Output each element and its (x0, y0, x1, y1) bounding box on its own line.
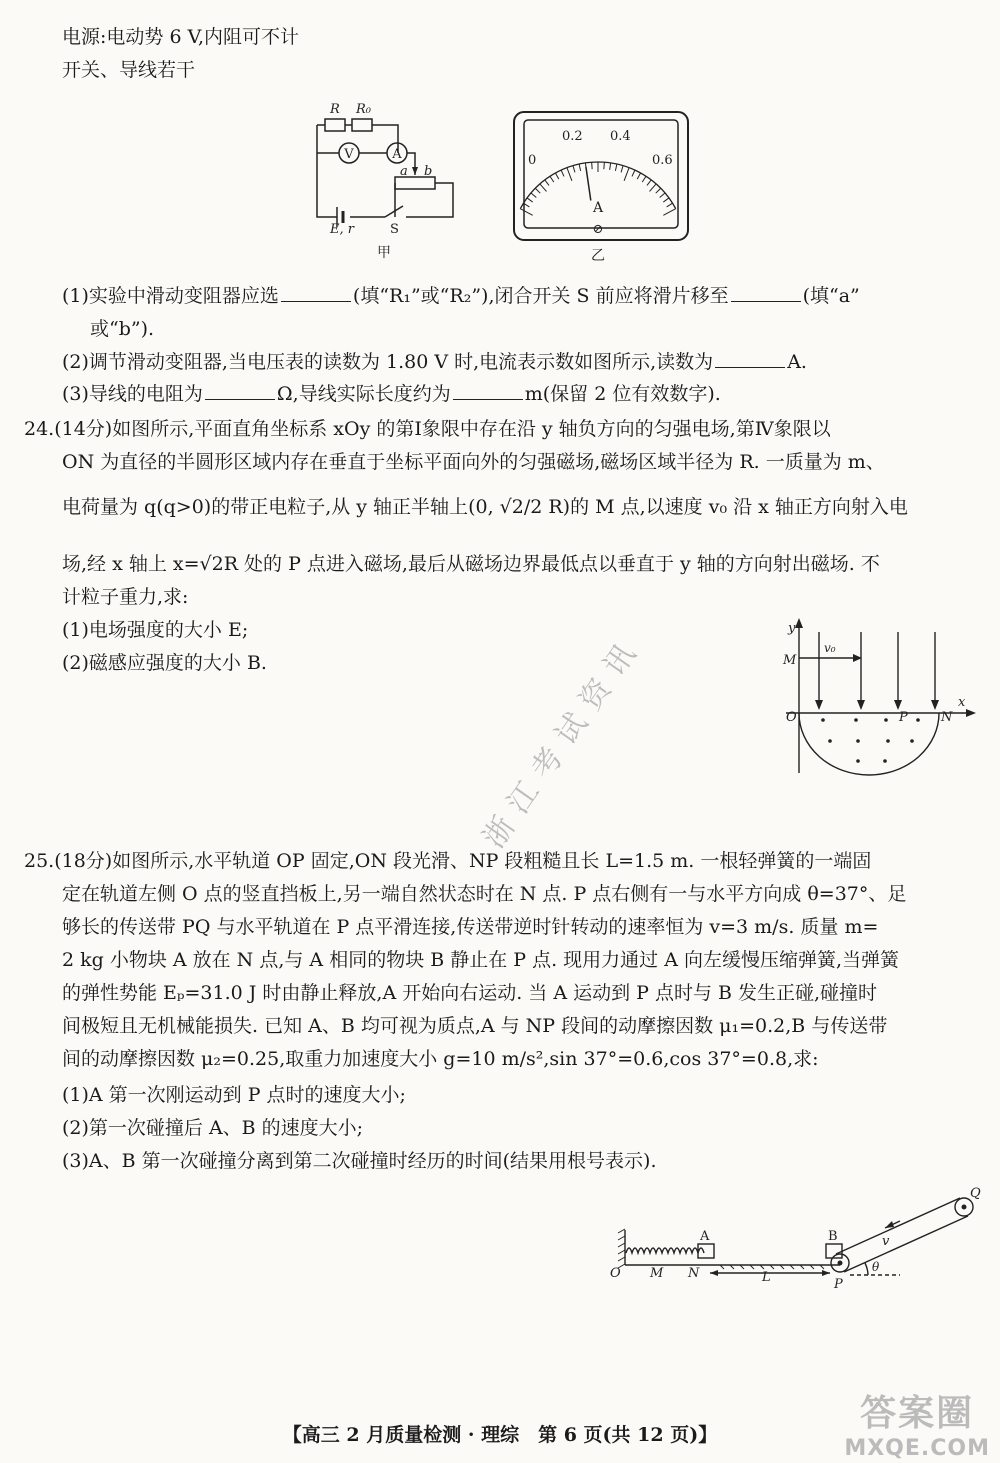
circuit-diagram (300, 95, 470, 260)
dial-tick (592, 162, 593, 169)
origin-label: O (786, 710, 797, 725)
q24-part1: (1)电场强度的大小 E; (62, 619, 249, 641)
terminal-b-label: b (424, 164, 433, 179)
answer-blank[interactable] (205, 381, 275, 400)
q25-line7: 间的动摩擦因数 μ₂=0.25,取重力加速度大小 g=10 m/s²,sin 37°=0.6,cos 37°=0.8,求: (62, 1048, 819, 1070)
resistor-r-label: R (330, 102, 340, 117)
switch-line: 开关、导线若干 (62, 59, 196, 81)
q24-line2: ON 为直径的半圆形区域内存在垂直于坐标平面向外的匀强磁场,磁场区域半径为 R. 一质量为 m、 (62, 451, 885, 473)
point-q-label: Q (970, 1186, 981, 1201)
dial-tick (550, 176, 554, 182)
point-m-label: M (783, 653, 797, 668)
dial-tick (660, 193, 665, 198)
dial-tick (567, 168, 572, 181)
block-b-label: B (828, 1229, 838, 1244)
q24-part2: (2)磁感应强度的大小 B. (62, 652, 267, 674)
voltmeter-label: V (344, 147, 354, 162)
point-p-label: P (899, 710, 908, 725)
dial-tick (561, 170, 564, 176)
dial-tick (624, 168, 629, 181)
answer-blank[interactable] (453, 381, 523, 400)
length-l-label: L (762, 1270, 771, 1285)
dial-tick (656, 188, 661, 193)
ammeter-label: A (392, 147, 402, 162)
dial-tick (535, 188, 540, 193)
figure-yi-caption: 乙 (591, 248, 605, 264)
point-m-coordinate: (0, √2/2 R) (468, 496, 571, 518)
point-m-label: M (650, 1266, 664, 1281)
dial-tick (663, 209, 675, 216)
tick-label-0.6: 0.6 (652, 153, 673, 168)
point-o-label: O (610, 1266, 621, 1281)
point-n-label: N (941, 710, 953, 725)
q25-line4: 2 kg 小物块 A 放在 N 点,与 A 相同的物块 B 静止在 P 点. 现用力通过 A 向左缓慢压缩弹簧,当弹簧 (62, 949, 900, 971)
dial-tick (632, 170, 635, 176)
page-footer: 【高三 2 月质量检测 · 理综 第 6 页(共 12 页)】 (282, 1424, 718, 1446)
terminal-a-label: a (400, 164, 408, 179)
dial-tick (531, 193, 536, 198)
ammeter-dial (512, 110, 692, 265)
q25-line6: 间极短且无机械能损失. 已知 A、B 均可视为质点,A 与 NP 段间的动摩擦因数 μ₁=0.2,B 与传送带 (62, 1015, 888, 1037)
q23-part2: (2)调节滑动变阻器,当电压表的读数为 1.80 V 时,电流表示数如图所示,读数为 A. (62, 351, 807, 373)
q24-line5: 计粒子重力,求: (62, 586, 189, 608)
dial-tick (615, 164, 617, 171)
q25-part3: (3)A、B 第一次碰撞分离到第二次碰撞时经历的时间(结果用根号表示). (62, 1150, 657, 1172)
q24-line3: 电荷量为 q(q>0)的带正电粒子,从 y 轴正半轴上(0, √2/2 R)的 M 点,以速度 v₀ 沿 x 轴正方向射入电 (62, 496, 908, 518)
q25-line1: 25.(18分)如图所示,水平轨道 OP 固定,ON 段光滑、NP 段粗糙且长 L=1.5 m. 一根轻弹簧的一端固 (24, 850, 872, 872)
dial-tick (642, 176, 646, 182)
track-conveyor-diagram (600, 1165, 990, 1295)
dial-tick (663, 198, 669, 202)
q23-part3: (3)导线的电阻为 Ω,导线实际长度约为 m(保留 2 位有效数字). (62, 383, 721, 405)
belt-speed-label: v (882, 1234, 890, 1249)
q24-line4: 场,经 x 轴上 x=√2R 处的 P 点进入磁场,最后从磁场边界最低点以垂直于 y 轴的方向射出磁场. 不 (62, 553, 880, 575)
dial-tick (527, 198, 533, 202)
point-n-label: N (688, 1266, 700, 1281)
x-axis-label: x (958, 695, 966, 710)
q25-line5: 的弹性势能 Eₚ=31.0 J 时由静止释放,A 开始向右运动. 当 A 运动到 P 点时与 B 发生正碰,碰撞时 (62, 982, 878, 1004)
q23-part1: (1)实验中滑动变阻器应选 (填“R₁”或“R₂”),闭合开关 S 前应将滑片移至 (填“a” (62, 285, 860, 307)
dial-tick (520, 209, 532, 216)
dial-tick (667, 203, 673, 207)
zero-adjust-icon: ⊘ (592, 222, 604, 237)
dial-tick (540, 184, 547, 192)
q23-part1-cont: 或“b”). (90, 318, 155, 340)
q25-line2: 定在轨道左侧 O 点的竖直挡板上,另一端自然状态时在 N 点. P 点右侧有一与水平方向成 θ=37°、足 (62, 883, 907, 905)
power-supply-line: 电源:电动势 6 V,内阻可不计 (62, 26, 300, 48)
tick-label-0.2: 0.2 (562, 129, 583, 144)
dial-tick (610, 163, 611, 170)
answer-blank[interactable] (715, 349, 785, 368)
site-logo: 答案圈 MXQE.COM (844, 1393, 990, 1461)
field-diagram (778, 618, 978, 780)
dial-tick (573, 166, 575, 173)
ammeter-needle (586, 167, 591, 201)
dial-tick (545, 180, 549, 186)
dial-tick (621, 166, 623, 173)
answer-blank[interactable] (731, 283, 801, 302)
resistor-r0-label: R₀ (356, 102, 371, 117)
watermark-text: 浙江考试资讯 (476, 628, 650, 855)
dial-tick (604, 162, 605, 169)
dial-tick (637, 173, 640, 179)
dial-tick (579, 164, 581, 171)
q25-part1: (1)A 第一次刚运动到 P 点时的速度大小; (62, 1084, 406, 1106)
angle-theta-label: θ (872, 1260, 880, 1274)
dial-tick (647, 180, 651, 186)
source-label: E, r (330, 222, 354, 237)
block-a-label: A (700, 1229, 710, 1244)
unit-a-label: A (592, 200, 604, 216)
q25-line3: 够长的传送带 PQ 与水平轨道在 P 点平滑连接,传送带逆时针转动的速率恒为 v=3 m/s. 质量 m= (62, 916, 879, 938)
tick-label-0: 0 (528, 153, 537, 168)
switch-label: S (390, 222, 399, 237)
tick-label-0.4: 0.4 (610, 129, 631, 144)
v0-label: v₀ (824, 641, 836, 655)
dial-tick (555, 173, 558, 179)
dial-tick (650, 184, 657, 192)
q24-line1: 24.(14分)如图所示,平面直角坐标系 xOy 的第Ⅰ象限中存在沿 y 轴负方向的匀强电场,第Ⅳ象限以 (24, 418, 831, 440)
q25-part2: (2)第一次碰撞后 A、B 的速度大小; (62, 1117, 364, 1139)
y-axis-label: y (788, 621, 796, 636)
point-p-label: P (834, 1277, 843, 1292)
figure-jia-caption: 甲 (377, 245, 391, 261)
answer-blank[interactable] (281, 283, 351, 302)
